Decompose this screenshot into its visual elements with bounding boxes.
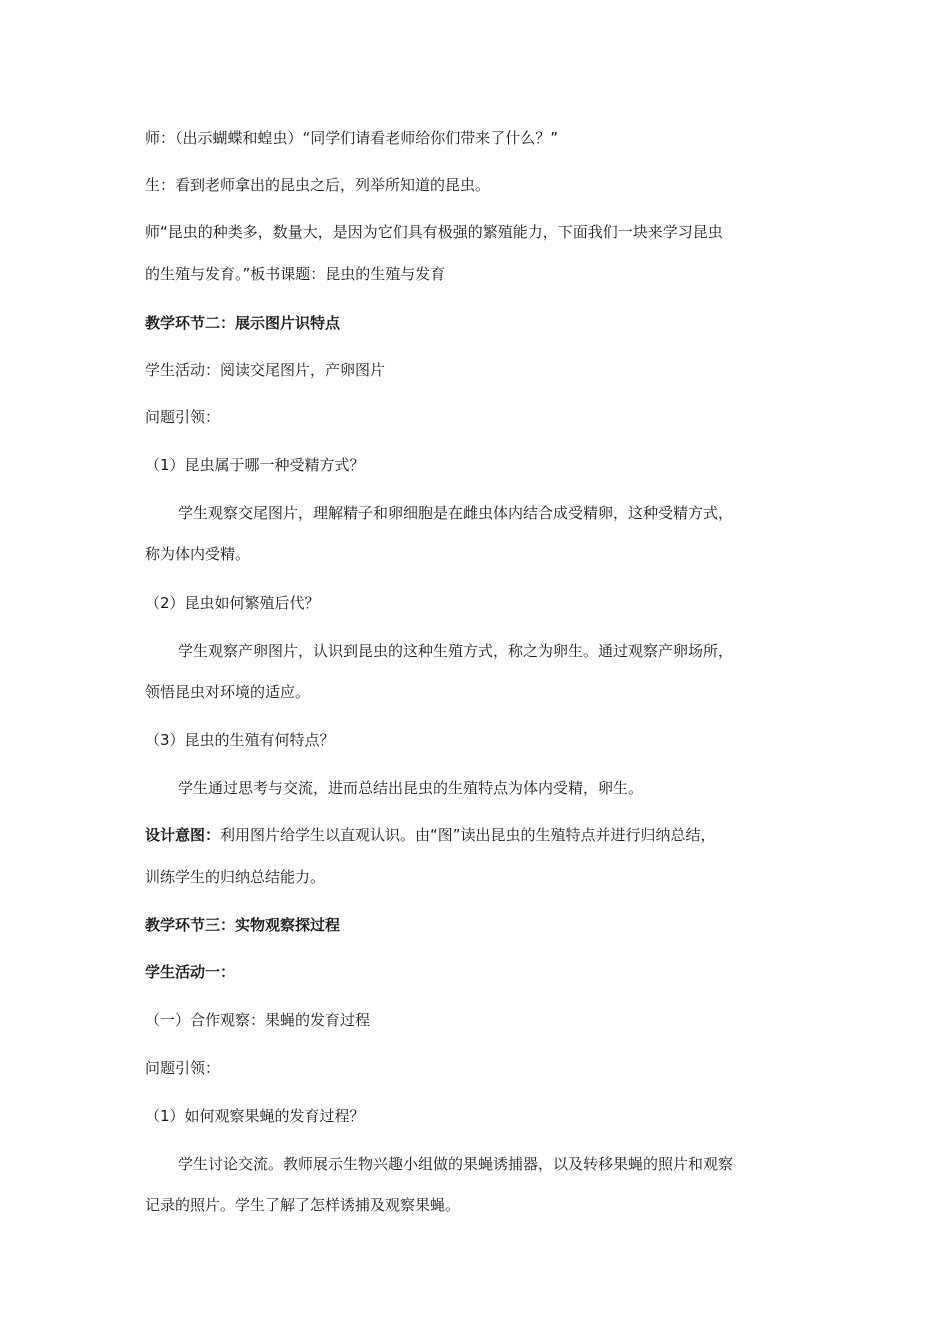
answer-2b: 领悟昆虫对环境的适应。 — [145, 683, 311, 701]
design-intent-text: 利用图片给学生以直观认识。由“图”读出昆虫的生殖特点并进行归纳总结， — [220, 826, 716, 844]
answer-3: 学生通过思考与交流，进而总结出昆虫的生殖特点为体内受精，卵生。 — [178, 779, 644, 797]
question-1: （1）昆虫属于哪一种受精方式？ — [145, 456, 365, 474]
question-4: （1）如何观察果蝇的发育过程？ — [145, 1107, 365, 1125]
answer-4a: 学生讨论交流。教师展示生物兴趣小组做的果蝇诱捕器，以及转移果蝇的照片和观察 — [178, 1155, 734, 1173]
question-lead-1: 问题引领： — [145, 408, 221, 426]
teacher-line-1: 师：（出示蝴蝶和蝗虫）“同学们请看老师给你们带来了什么？” — [145, 129, 559, 147]
student-activity-one: 学生活动一： — [145, 963, 236, 981]
answer-2a: 学生观察产卵图片，认识到昆虫的这种生殖方式，称之为卵生。通过观察产卵场所， — [178, 642, 734, 660]
answer-4b: 记录的照片。学生了解了怎样诱捕及观察果蝇。 — [145, 1196, 461, 1214]
section-heading-2: 教学环节二：展示图片识特点 — [145, 314, 341, 332]
cooperative-observation: （一）合作观察：果蝇的发育过程 — [145, 1011, 371, 1029]
teacher-line-2b: 的生殖与发育。”板书课题：昆虫的生殖与发育 — [145, 265, 446, 283]
question-lead-2: 问题引领： — [145, 1059, 221, 1077]
design-intent-line — [145, 825, 825, 845]
teacher-line-2a: 师“昆虫的种类多，数量大，是因为它们具有极强的繁殖能力，下面我们一块来学习昆虫 — [145, 223, 723, 241]
question-2: （2）昆虫如何繁殖后代？ — [145, 594, 320, 612]
answer-1b: 称为体内受精。 — [145, 545, 251, 563]
answer-1a: 学生观察交尾图片，理解精子和卵细胞是在雌虫体内结合成受精卵，这种受精方式， — [178, 504, 734, 522]
question-3: （3）昆虫的生殖有何特点？ — [145, 731, 335, 749]
student-activity-line: 学生活动：阅读交尾图片，产卵图片 — [145, 361, 386, 379]
section-heading-3: 教学环节三：实物观察探过程 — [145, 916, 341, 934]
design-intent-label: 设计意图： — [145, 826, 221, 844]
student-line-1: 生：看到老师拿出的昆虫之后，列举所知道的昆虫。 — [145, 176, 491, 194]
design-intent-cont: 训练学生的归纳总结能力。 — [145, 868, 326, 886]
